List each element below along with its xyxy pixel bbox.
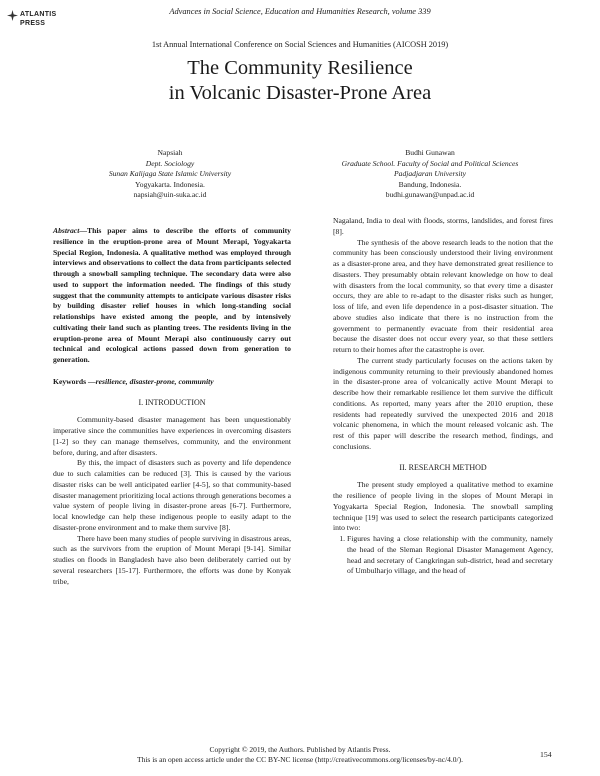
keywords-text: resilience, disaster-prone, community xyxy=(95,376,214,386)
paper-title xyxy=(0,56,600,106)
author-block-2 xyxy=(300,148,560,201)
abstract-text: —This paper aims to describe the efforts of community resilience in the eruption-prone area of Mount Merapi, Yogyakarta Special Region, Indonesia. A qualitative method was employed through interviews and observations to collect the data from participants selected through a snowball sampling technique. The secondary data were also used to support the information needed. The findings of this study suggest that the community attempts to anticipate various disaster risks by building disaster relief houses in which long-standing social relationships have existed among the people, and by intensively cultivating their land such as planting trees. The residents living in the eruption-prone area of Mount Merapi also continuously carry out technical and ecological actions passed down from generation to generation. xyxy=(53,226,291,364)
license-line: This is an open access article under the CC BY-NC license (http://creativecommons.org/licenses/by-nc/4.0/). xyxy=(136,755,464,764)
copyright-line: Copyright © 2019, the Authors. Published by Atlantis Press. xyxy=(209,745,391,754)
author-name: Budhi Gunawan xyxy=(405,148,455,157)
intro-paragraph-2: By this, the impact of disasters such as poverty and life dependence due to such calamities can be reduced [3]. This is caused by the various disaster risks can be well anticipated earlier [4-5], so that community-based disaster management prioritizing local actions through generations becomes a value system of people living in disaster-prone areas [6-7]. Furthermore, local knowledge can help these indigenous people to easily adapt to the disaster-prone environment and to make them survive [8]. xyxy=(53,458,291,532)
title-line-1: The Community Resilience xyxy=(187,57,413,79)
participant-list xyxy=(333,534,553,577)
author-city: Bandung, Indonesia. xyxy=(398,179,462,189)
list-item: 1. Figures having a close relationship with the community, namely the head of the Sleman Regional Disaster Management Agency, head and secretary of Cangkringan sub-district, head and secretary of Umbulharjo village, and the head of xyxy=(347,534,553,577)
intro-paragraph-3-cont: Nagaland, India to deal with floods, storms, landslides, and forest fires [8]. xyxy=(333,216,553,236)
author-dept: Dept. Sociology xyxy=(145,158,195,168)
intro-paragraph-3: There have been many studies of people surviving in disastrous areas, such as the survivors from the eruption of Mount Merapi [9-14]. Similar studies on floods in Bangladesh have also been deliberately carried out by several researchers [15-17]. Furthermore, the efforts was done by Konyak tribe, xyxy=(53,533,291,586)
left-column xyxy=(53,226,291,587)
author-institution: Padjadjaran University xyxy=(394,169,466,178)
abstract xyxy=(53,226,291,366)
page-number: 154 xyxy=(540,750,552,759)
intro-paragraph-1: Community-based disaster management has been unquestionably imperative since the communities have experiences in overcoming disasters [1-2] so they can manage themselves, community, and the environment before, during, and after disasters. xyxy=(53,415,291,457)
conference-name: 1st Annual International Conference on Social Sciences and Humanities (AICOSH 2019) xyxy=(151,40,449,49)
author-name: Napsiah xyxy=(157,148,183,157)
journal-header: Advances in Social Science, Education and Humanities Research, volume 339 xyxy=(169,7,431,16)
author-institution: Sunan Kalijaga State Islamic University xyxy=(108,169,232,178)
author-email: napsiah@uin-suka.ac.id xyxy=(133,190,207,199)
keywords xyxy=(53,377,291,388)
section-heading-research-method: II. RESEARCH METHOD xyxy=(399,462,487,472)
author-block-1 xyxy=(40,148,300,201)
title-line-2: in Volcanic Disaster-Prone Area xyxy=(168,82,432,104)
logo-text-press: PRESS xyxy=(20,20,46,27)
right-column xyxy=(333,216,553,577)
intro-paragraph-4: The synthesis of the above research leads to the notion that the community has been consciously understood their living environment as a disaster-prone area, and they have demonstrated great resilience to disasters. They presumably obtain relevant knowledge on how to deal with disasters from the local community, so that every time a disaster occurs, they are able to re-adapt to the disaster risks such as hunger, loss of life, and even life dependence in a post-disaster situation. The above studies also indicate that there is no instruction from the government to permanently evacuate from their residential area because the disaster does not occur every year, so that these settlers return to their homes after the catastrophe is over. xyxy=(333,237,553,354)
section-heading-introduction: I. INTRODUCTION xyxy=(138,397,206,407)
abstract-label: Abstract xyxy=(53,226,80,235)
author-email: budhi.gunawan@unpad.ac.id xyxy=(385,190,475,199)
author-dept: Graduate School. Faculty of Social and Political Sciences xyxy=(341,158,519,168)
method-paragraph-1: The present study employed a qualitative method to examine the resilience of people living in the slopes of Mount Merapi in Yogyakarta Special Region, Indonesia. The snowball sampling technique [19] was used to select the research participants categorized into two: xyxy=(333,480,553,533)
author-city: Yogyakarta. Indonesia. xyxy=(135,179,205,189)
logo-text-atlantis: ATLANTIS xyxy=(20,11,57,18)
keywords-label: Keywords — xyxy=(53,376,96,386)
intro-paragraph-5: The current study particularly focuses on the actions taken by indigenous community returning to their previously abandoned homes in the disaster-prone area of volcanically active Mount Merapi to describe how their remarkable resilience let them survive the difficult conditions. As reported, many years after the 2010 eruption, these residents had repeatedly survived the unexpected 2016 and 2018 volcanic phenomena, in which the mount released volcanic ash. The rest of this paper will describe the research method, findings, and conclusions. xyxy=(333,355,553,451)
